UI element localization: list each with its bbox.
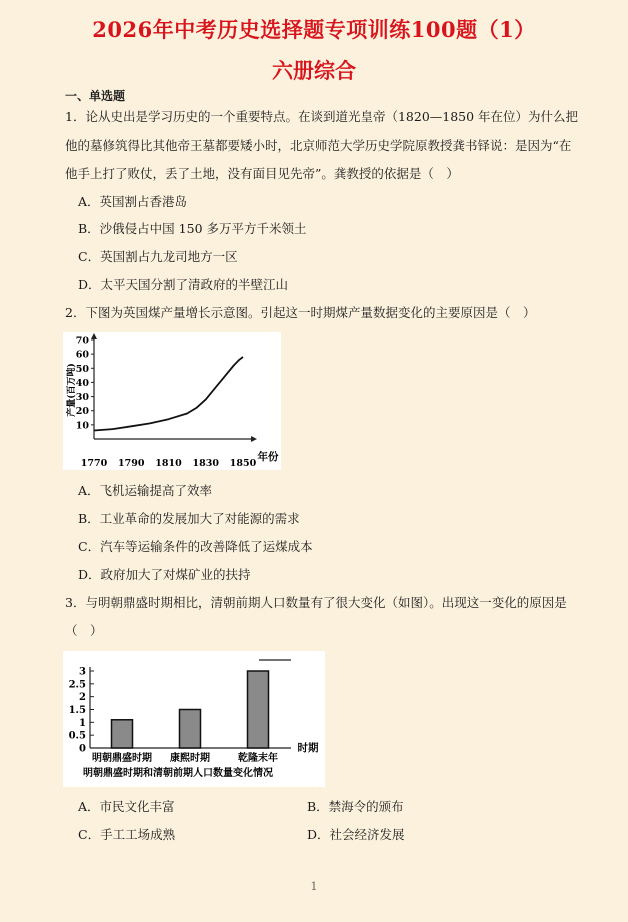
q3-option-d[interactable]: D．社会经济发展: [307, 827, 405, 842]
x-tick-label: 1790: [118, 458, 145, 469]
coal-chart-svg: [63, 332, 281, 470]
y-axis-label: 产量(百万吨): [67, 363, 77, 417]
category-label: 乾隆末年: [238, 753, 278, 764]
y-tick-label: 40: [75, 377, 89, 389]
y-tick-label: 2.5: [68, 679, 86, 691]
y-tick-label: 2: [79, 692, 86, 704]
x-axis-label: 时期: [297, 742, 319, 754]
q2-option-c[interactable]: C．汽车等运输条件的改善降低了运煤成本: [78, 539, 313, 554]
page-number: 1: [310, 880, 318, 893]
coal-production-chart: [63, 332, 281, 470]
y-tick-label: 50: [75, 363, 89, 375]
q3-option-b[interactable]: B．禁海令的颁布: [307, 799, 404, 814]
coal-production-line: [94, 357, 243, 431]
x-axis-label: 年份: [257, 451, 279, 463]
x-tick-label: 1850: [229, 458, 257, 469]
q2-stem: 2．下图为英国煤产量增长示意图。引起这一时期煤产量数据变化的主要原因是（ ）: [65, 305, 536, 320]
x-tick-label: 1770: [80, 458, 108, 469]
y-tick-label: 3: [79, 666, 86, 678]
q1-option-b[interactable]: B．沙俄侵占中国 150 多万平方千米领土: [78, 221, 307, 236]
y-tick-label: 60: [75, 349, 89, 361]
section-heading: 一、单选题: [65, 89, 126, 103]
y-tick-label: 0: [79, 743, 86, 755]
y-tick-label: 20: [75, 406, 89, 418]
population-chart: [63, 651, 325, 787]
q3-stem-line-2: （ ）: [65, 623, 103, 638]
document-title: 2026年中考历史选择题专项训练100题（1）: [92, 17, 536, 42]
q1-stem-line-1: 1．论从史出是学习历史的一个重要特点。在谈到道光皇帝（1820—1850 年在位）为什么把: [65, 109, 579, 124]
q2-option-a[interactable]: A．飞机运输提高了效率: [78, 483, 213, 498]
q3-stem-line-1: 3．与明朝鼎盛时期相比，清朝前期人口数量有了很大变化（如图）。出现这一变化的原因是: [65, 595, 567, 610]
population-bar: [248, 671, 269, 748]
q1-stem-line-2: 他的墓修筑得比其他帝王墓都要矮小时，北京师范大学历史学院原教授龚书铎说：是因为“在: [65, 138, 572, 153]
y-tick-label: 1: [79, 717, 86, 729]
x-axis-arrow: [251, 436, 257, 442]
population-bar: [112, 720, 133, 748]
document-subtitle: 六册综合: [272, 58, 356, 83]
q1-stem-line-3: 他手上打了败仗，丢了土地，没有面目见先帝”。龚教授的依据是（ ）: [65, 166, 459, 181]
q1-option-d[interactable]: D．太平天国分割了清政府的半壁江山: [78, 277, 289, 292]
population-chart-svg: [63, 651, 325, 787]
x-tick-label: 1830: [192, 458, 219, 469]
q2-option-b[interactable]: B．工业革命的发展加大了对能源的需求: [78, 511, 300, 526]
q1-option-a[interactable]: A．英国割占香港岛: [78, 194, 188, 209]
chart-title: 明朝鼎盛时期和清朝前期人口数量变化情况: [83, 768, 273, 779]
q2-option-d[interactable]: D．政府加大了对煤矿业的扶持: [78, 567, 251, 582]
category-label: 明朝鼎盛时期: [92, 753, 152, 764]
y-tick-label: 1.5: [68, 705, 86, 716]
q3-option-c[interactable]: C．手工工场成熟: [78, 827, 176, 842]
q1-option-c[interactable]: C．英国割占九龙司地方一区: [78, 249, 238, 264]
q3-option-a[interactable]: A．市民文化丰富: [78, 799, 175, 814]
category-label: 康熙时期: [170, 753, 210, 764]
y-tick-label: 30: [75, 392, 89, 404]
y-tick-label: 70: [75, 335, 89, 347]
y-tick-label: 10: [75, 420, 89, 432]
y-tick-label: 0.5: [68, 730, 86, 742]
population-bar: [180, 710, 201, 749]
y-axis-arrow: [91, 333, 97, 339]
x-tick-label: 1810: [155, 458, 182, 469]
